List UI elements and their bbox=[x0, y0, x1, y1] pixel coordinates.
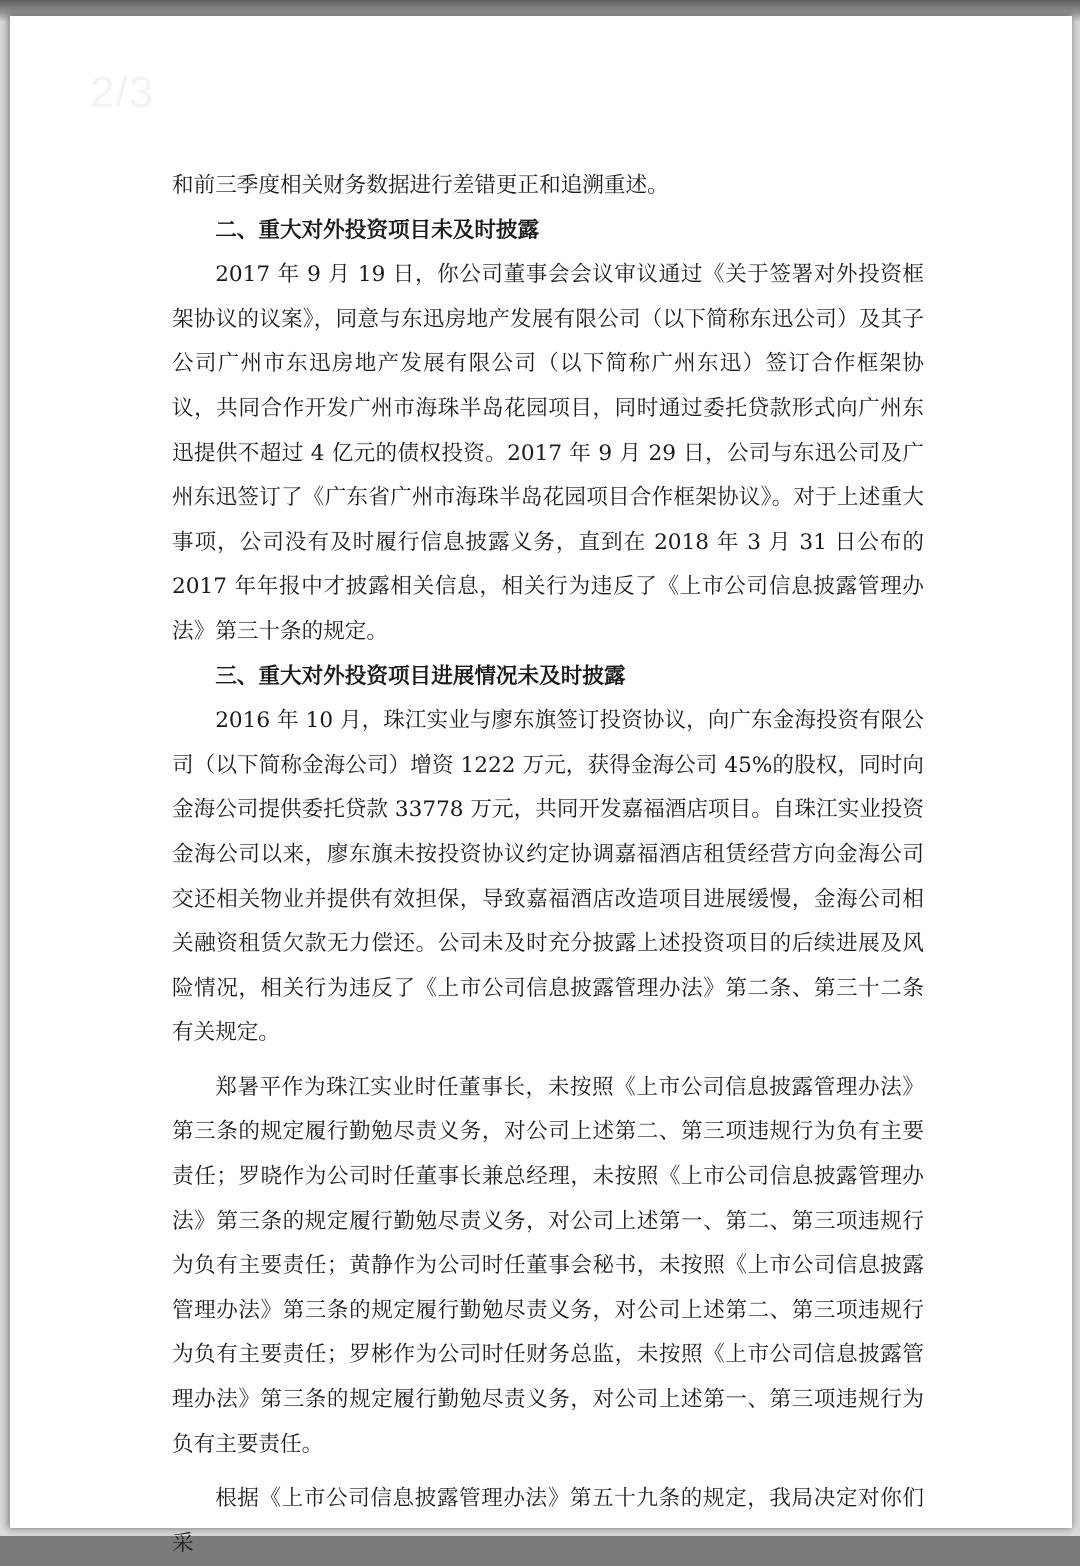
continuation-paragraph: 和前三季度相关财务数据进行差错更正和追溯重述。 bbox=[172, 173, 669, 198]
page-number-watermark: 2/3 bbox=[90, 68, 155, 117]
section-heading-2: 二、重大对外投资项目未及时披露 bbox=[215, 217, 540, 243]
paragraph-section-2: 2017 年 9 月 19 日，你公司董事会会议审议通过《关于签署对外投资框架协议的议案》，同意与东迅房地产发展有限公司（以下简称东迅公司）及其子公司广州市东迅房地产发展有限公司（以下简称广州东迅）签订合作框架协议，共同合作开发广州市海珠半岛花园项目，同时通过委托贷款形式向广州东迅提供不超过 4 亿元的债权投资。2017 年 9 月 29 日，公司与东迅公司及广州东迅签订了《广东省广州市海珠半岛花园项目合作框架协议》。对于上述重大事项，公司没有及时履行信息披露义务，直到在 2018 年 3 月 31 日公布的 2017 年年报中才披露相关信息，相关行为违反了《上市公司信息披露管理办法》第三十条的规定。 bbox=[172, 262, 924, 644]
paragraph-section-3: 2016 年 10 月，珠江实业与廖东旗签订投资协议，向广东金海投资有限公司（以下简称金海公司）增资 1222 万元，获得金海公司 45%的股权，同时向金海公司提供委托贷款 33778 万元，共同开发嘉福酒店项目。自珠江实业投资金海公司以来，廖东旗未按投资协议约定协调嘉福酒店租赁经营方向金海公司交还相关物业并提供有效担保，导致嘉福酒店改造项目进展缓慢，金海公司相关融资租赁欠款无力偿还。公司未及时充分披露上述投资项目的后续进展及风险情况，相关行为违反了《上市公司信息披露管理办法》第二条、第三十二条有关规定。 bbox=[172, 708, 924, 1046]
document-page bbox=[10, 16, 1072, 1556]
paragraph-responsibility: 郑暑平作为珠江实业时任董事长，未按照《上市公司信息披露管理办法》第三条的规定履行勤勉尽责义务，对公司上述第二、第三项违规行为负有主要责任；罗晓作为公司时任董事长兼总经理，未按照《上市公司信息披露管理办法》第三条的规定履行勤勉尽责义务，对公司上述第一、第二、第三项违规行为负有主要责任；黄静作为公司时任董事会秘书，未按照《上市公司信息披露管理办法》第三条的规定履行勤勉尽责义务，对公司上述第二、第三项违规行为负有主要责任；罗彬作为公司时任财务总监，未按照《上市公司信息披露管理办法》第三条的规定履行勤勉尽责义务，对公司上述第一、第三项违规行为负有主要责任。 bbox=[172, 1074, 924, 1457]
paragraph-decision: 根据《上市公司信息披露管理办法》第五十九条的规定，我局决定对你们采 bbox=[172, 1486, 924, 1556]
document-body bbox=[172, 164, 924, 1566]
section-heading-3: 三、重大对外投资项目进展情况未及时披露 bbox=[215, 663, 626, 689]
